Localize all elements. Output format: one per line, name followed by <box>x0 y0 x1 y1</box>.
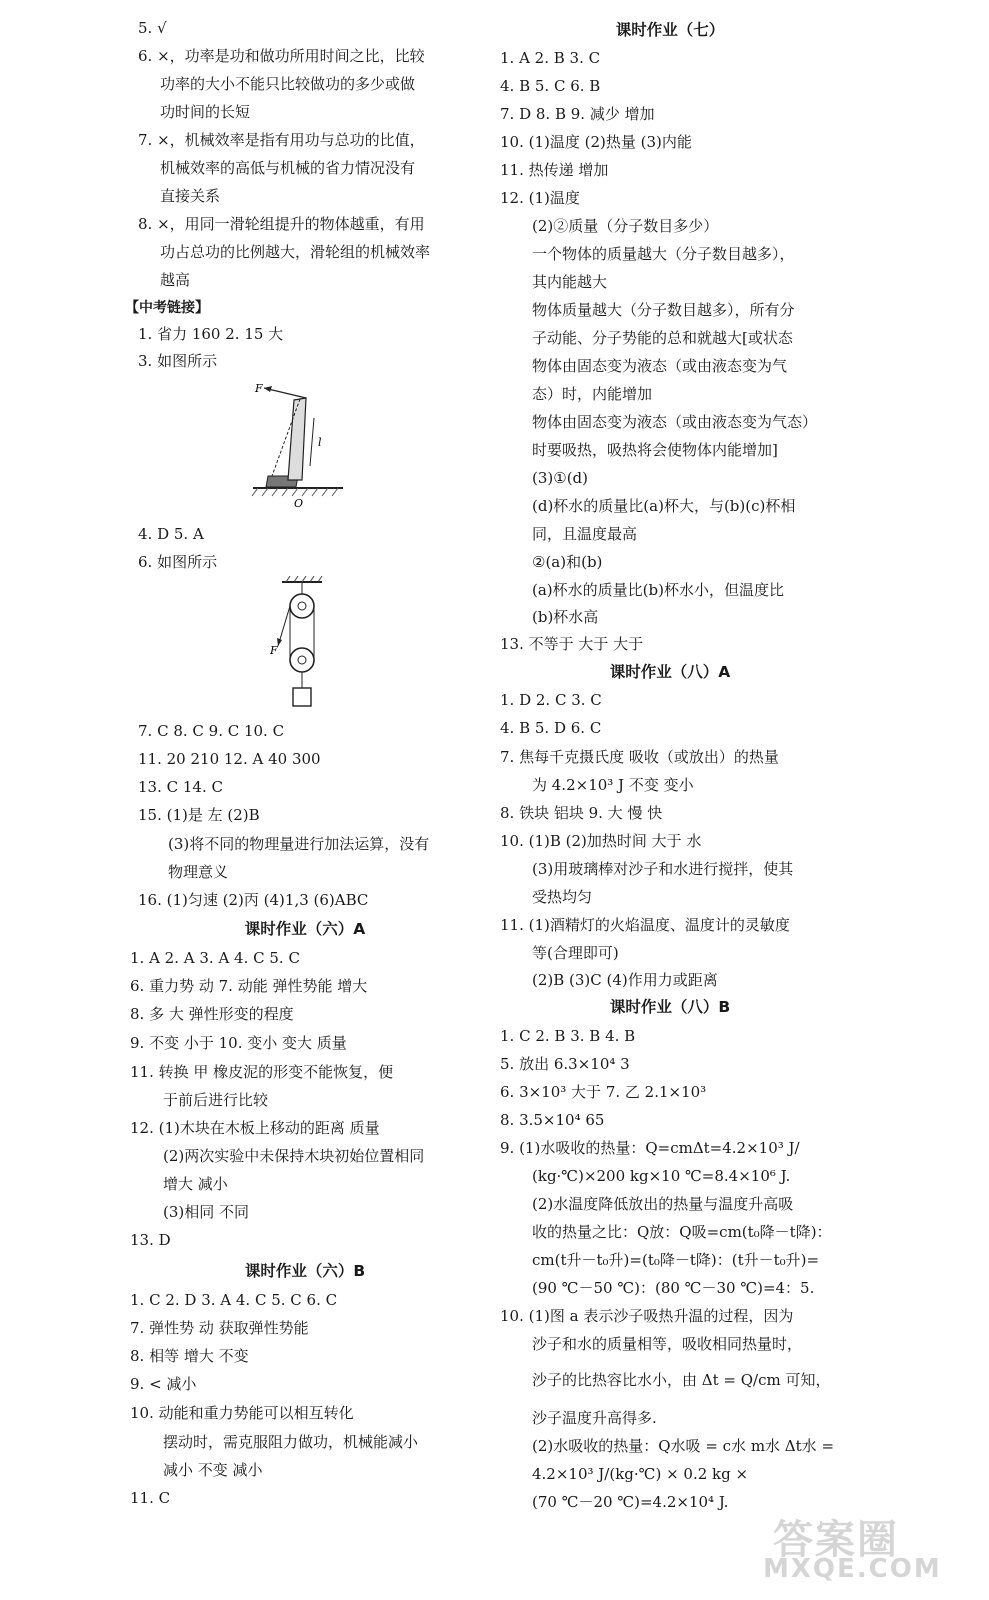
answer-line: 7. 焦每千克摄氏度 吸收（或放出）的热量 <box>500 748 779 766</box>
answer-line: 1. A 2. A 3. A 4. C 5. C <box>130 949 300 967</box>
answer-line: 11. 热传递 增加 <box>500 161 609 179</box>
pivot-label: O <box>294 497 304 510</box>
answer-line: 减小 不变 减小 <box>163 1461 263 1479</box>
answer-line: 物理意义 <box>168 863 229 881</box>
answer-line: 12. (1)木块在木板上移动的距离 质量 <box>130 1119 380 1137</box>
answer-line: 11. 20 210 12. A 40 300 <box>138 750 321 768</box>
force-label: F <box>270 644 278 657</box>
answer-line: (2)水吸收的热量：Q水吸 = c水 m水 Δt水 = <box>532 1437 835 1455</box>
answer-line: (3)将不同的物理量进行加法运算，没有 <box>168 835 430 853</box>
answer-line: (2)水温度降低放出的热量与温度升高吸 <box>532 1195 794 1213</box>
answer-line: (a)杯水的质量比(b)杯水小，但温度比 <box>532 581 784 599</box>
answer-line: 子动能、分子势能的总和就越大[或状态 <box>532 329 793 347</box>
answer-line: 11. C <box>130 1489 171 1507</box>
answer-line: (kg·℃)×200 kg×10 ℃=8.4×10⁶ J. <box>532 1167 791 1185</box>
answer-line: (3)用玻璃棒对沙子和水进行搅拌，使其 <box>532 860 794 878</box>
answer-line: 13. C 14. C <box>138 778 223 796</box>
answer-line: 11. 转换 甲 橡皮泥的形变不能恢复，便 <box>130 1063 394 1081</box>
answer-line: 11. (1)酒精灯的火焰温度、温度计的灵敏度 <box>500 916 790 934</box>
answer-line: 8. ×，用同一滑轮组提升的物体越重，有用 <box>138 215 425 233</box>
answer-line: 4. D 5. A <box>138 525 204 543</box>
answer-line: 同，且温度最高 <box>532 525 638 543</box>
answer-line: (3)①(d) <box>532 469 589 487</box>
answer-line: (2)B (3)C (4)作用力或距离 <box>532 971 718 989</box>
answer-line: 3. 如图所示 <box>138 352 218 370</box>
answer-line: 15. (1)是 左 (2)B <box>138 806 260 824</box>
answer-line: 于前后进行比较 <box>163 1091 269 1109</box>
answer-line: 13. 不等于 大于 大于 <box>500 635 644 653</box>
answer-line: 一个物体的质量越大（分子数目越多）， <box>532 245 795 263</box>
answer-line: 7. 弹性势 动 获取弹性势能 <box>130 1319 309 1337</box>
answer-line: 8. 多 大 弹性形变的程度 <box>130 1005 294 1023</box>
answer-line: 摆动时，需克服阻力做功，机械能减小 <box>163 1433 419 1451</box>
lever-figure <box>248 380 348 510</box>
answer-line: 5. 放出 6.3×10⁴ 3 <box>500 1055 630 1073</box>
answer-line: 9. < 减小 <box>130 1375 197 1393</box>
answer-line: 7. D 8. B 9. 减少 增加 <box>500 105 655 123</box>
pulley-figure <box>270 576 330 710</box>
answer-line: 沙子的比热容比水小，由 Δt = Q/cm 可知， <box>532 1371 831 1389</box>
watermark-text: 答案圈 <box>773 1517 899 1563</box>
answer-line: 功时间的长短 <box>160 103 251 121</box>
section-heading: 课时作业（七） <box>615 21 725 39</box>
section-heading: 课时作业（八）A <box>609 663 731 681</box>
answer-line: 其内能越大 <box>532 273 608 291</box>
answer-line: (2)②质量（分子数目多少） <box>532 217 719 235</box>
answer-line: cm(t升－t₀升)=(t₀降－t降)：(t升－t₀升)= <box>532 1251 820 1269</box>
answer-line: (d)杯水的质量比(a)杯大，与(b)(c)杯相 <box>532 497 796 515</box>
answer-line: 12. (1)温度 <box>500 189 580 207</box>
force-label: F <box>255 382 263 395</box>
answer-line: 9. (1)水吸收的热量：Q=cmΔt=4.2×10³ J/ <box>500 1139 800 1157</box>
answer-line: 沙子和水的质量相等，吸收相同热量时， <box>532 1335 803 1353</box>
answer-line: 1. D 2. C 3. C <box>500 691 602 709</box>
answer-line: 4. B 5. D 6. C <box>500 719 602 737</box>
answer-line: 物体由固态变为液态（或由液态变为气 <box>532 357 788 375</box>
answer-line: 时要吸热，吸热将会使物体内能增加] <box>532 441 778 459</box>
answer-line: 态）时，内能增加 <box>532 385 653 403</box>
answer-line: 1. C 2. D 3. A 4. C 5. C 6. C <box>130 1291 338 1309</box>
answer-line: 1. A 2. B 3. C <box>500 49 601 67</box>
answer-line: 7. C 8. C 9. C 10. C <box>138 722 285 740</box>
answer-line: 8. 铁块 铝块 9. 大 慢 快 <box>500 804 663 822</box>
answer-line: 5. √ <box>138 19 167 37</box>
answer-line: 4.2×10³ J/(kg·℃) × 0.2 kg × <box>532 1465 749 1483</box>
answer-line: 8. 相等 增大 不变 <box>130 1347 249 1365</box>
zhongkao-link-label: 【中考链接】 <box>125 300 209 316</box>
answer-line: 10. (1)B (2)加热时间 大于 水 <box>500 832 702 850</box>
answer-line: 功率的大小不能只比较做功的多少或做 <box>160 75 416 93</box>
answer-line: (2)两次实验中未保持木块初始位置相同 <box>163 1147 425 1165</box>
answer-line: 为 4.2×10³ J 不变 变小 <box>532 776 694 794</box>
answer-line: 10. (1)图 a 表示沙子吸热升温的过程，因为 <box>500 1307 794 1325</box>
answer-line: 沙子温度升高得多. <box>532 1409 657 1427</box>
answer-line: 10. (1)温度 (2)热量 (3)内能 <box>500 133 692 151</box>
answer-line: 物体质量越大（分子数目越多），所有分 <box>532 301 795 319</box>
answer-line: 7. ×，机械效率是指有用功与总功的比值， <box>138 131 425 149</box>
answer-line: (70 ℃－20 ℃)=4.2×10⁴ J. <box>532 1493 729 1511</box>
answer-line: (3)相同 不同 <box>163 1203 250 1221</box>
answer-line: 等(合理即可) <box>532 944 619 962</box>
answer-line: 6. 如图所示 <box>138 553 218 571</box>
answer-line: (b)杯水高 <box>532 608 599 626</box>
answer-line: 13. D <box>130 1231 171 1249</box>
answer-line: 1. C 2. B 3. B 4. B <box>500 1027 636 1045</box>
answer-line: 直接关系 <box>160 187 221 205</box>
answer-line: 越高 <box>160 271 191 289</box>
answer-line: 收的热量之比：Q放：Q吸=cm(t₀降－t降)： <box>532 1223 832 1241</box>
answer-line: 物体由固态变为液态（或由液态变为气态） <box>532 413 818 431</box>
answer-line: 8. 3.5×10⁴ 65 <box>500 1111 605 1129</box>
answer-line: 9. 不变 小于 10. 变小 变大 质量 <box>130 1034 347 1052</box>
answer-line: 机械效率的高低与机械的省力情况没有 <box>160 159 416 177</box>
answer-line: 受热均匀 <box>532 888 593 906</box>
answer-line: 4. B 5. C 6. B <box>500 77 601 95</box>
answer-line: 1. 省力 160 2. 15 大 <box>138 325 284 343</box>
answer-line: (90 ℃－50 ℃)：(80 ℃－30 ℃)=4：5. <box>532 1279 815 1297</box>
answer-line: 10. 动能和重力势能可以相互转化 <box>130 1404 354 1422</box>
answer-line: 16. (1)匀速 (2)丙 (4)1,3 (6)ABC <box>138 891 369 909</box>
answer-line: 功占总功的比例越大，滑轮组的机械效率 <box>160 243 431 261</box>
answer-line: 6. 重力势 动 7. 动能 弹性势能 增大 <box>130 977 368 995</box>
section-heading: 课时作业（八）B <box>609 998 731 1016</box>
answer-line: 6. 3×10³ 大于 7. 乙 2.1×10³ <box>500 1083 707 1101</box>
answer-line: 增大 减小 <box>163 1175 228 1193</box>
watermark-url: MXQE.COM <box>763 1554 942 1584</box>
arm-label: l <box>318 436 322 449</box>
section-heading: 课时作业（六）B <box>244 1262 366 1280</box>
watermark-logo <box>749 1506 969 1586</box>
answer-line: ②(a)和(b) <box>532 553 603 571</box>
answer-line: 6. ×，功率是功和做功所用时间之比，比较 <box>138 47 425 65</box>
section-heading: 课时作业（六）A <box>244 920 366 938</box>
